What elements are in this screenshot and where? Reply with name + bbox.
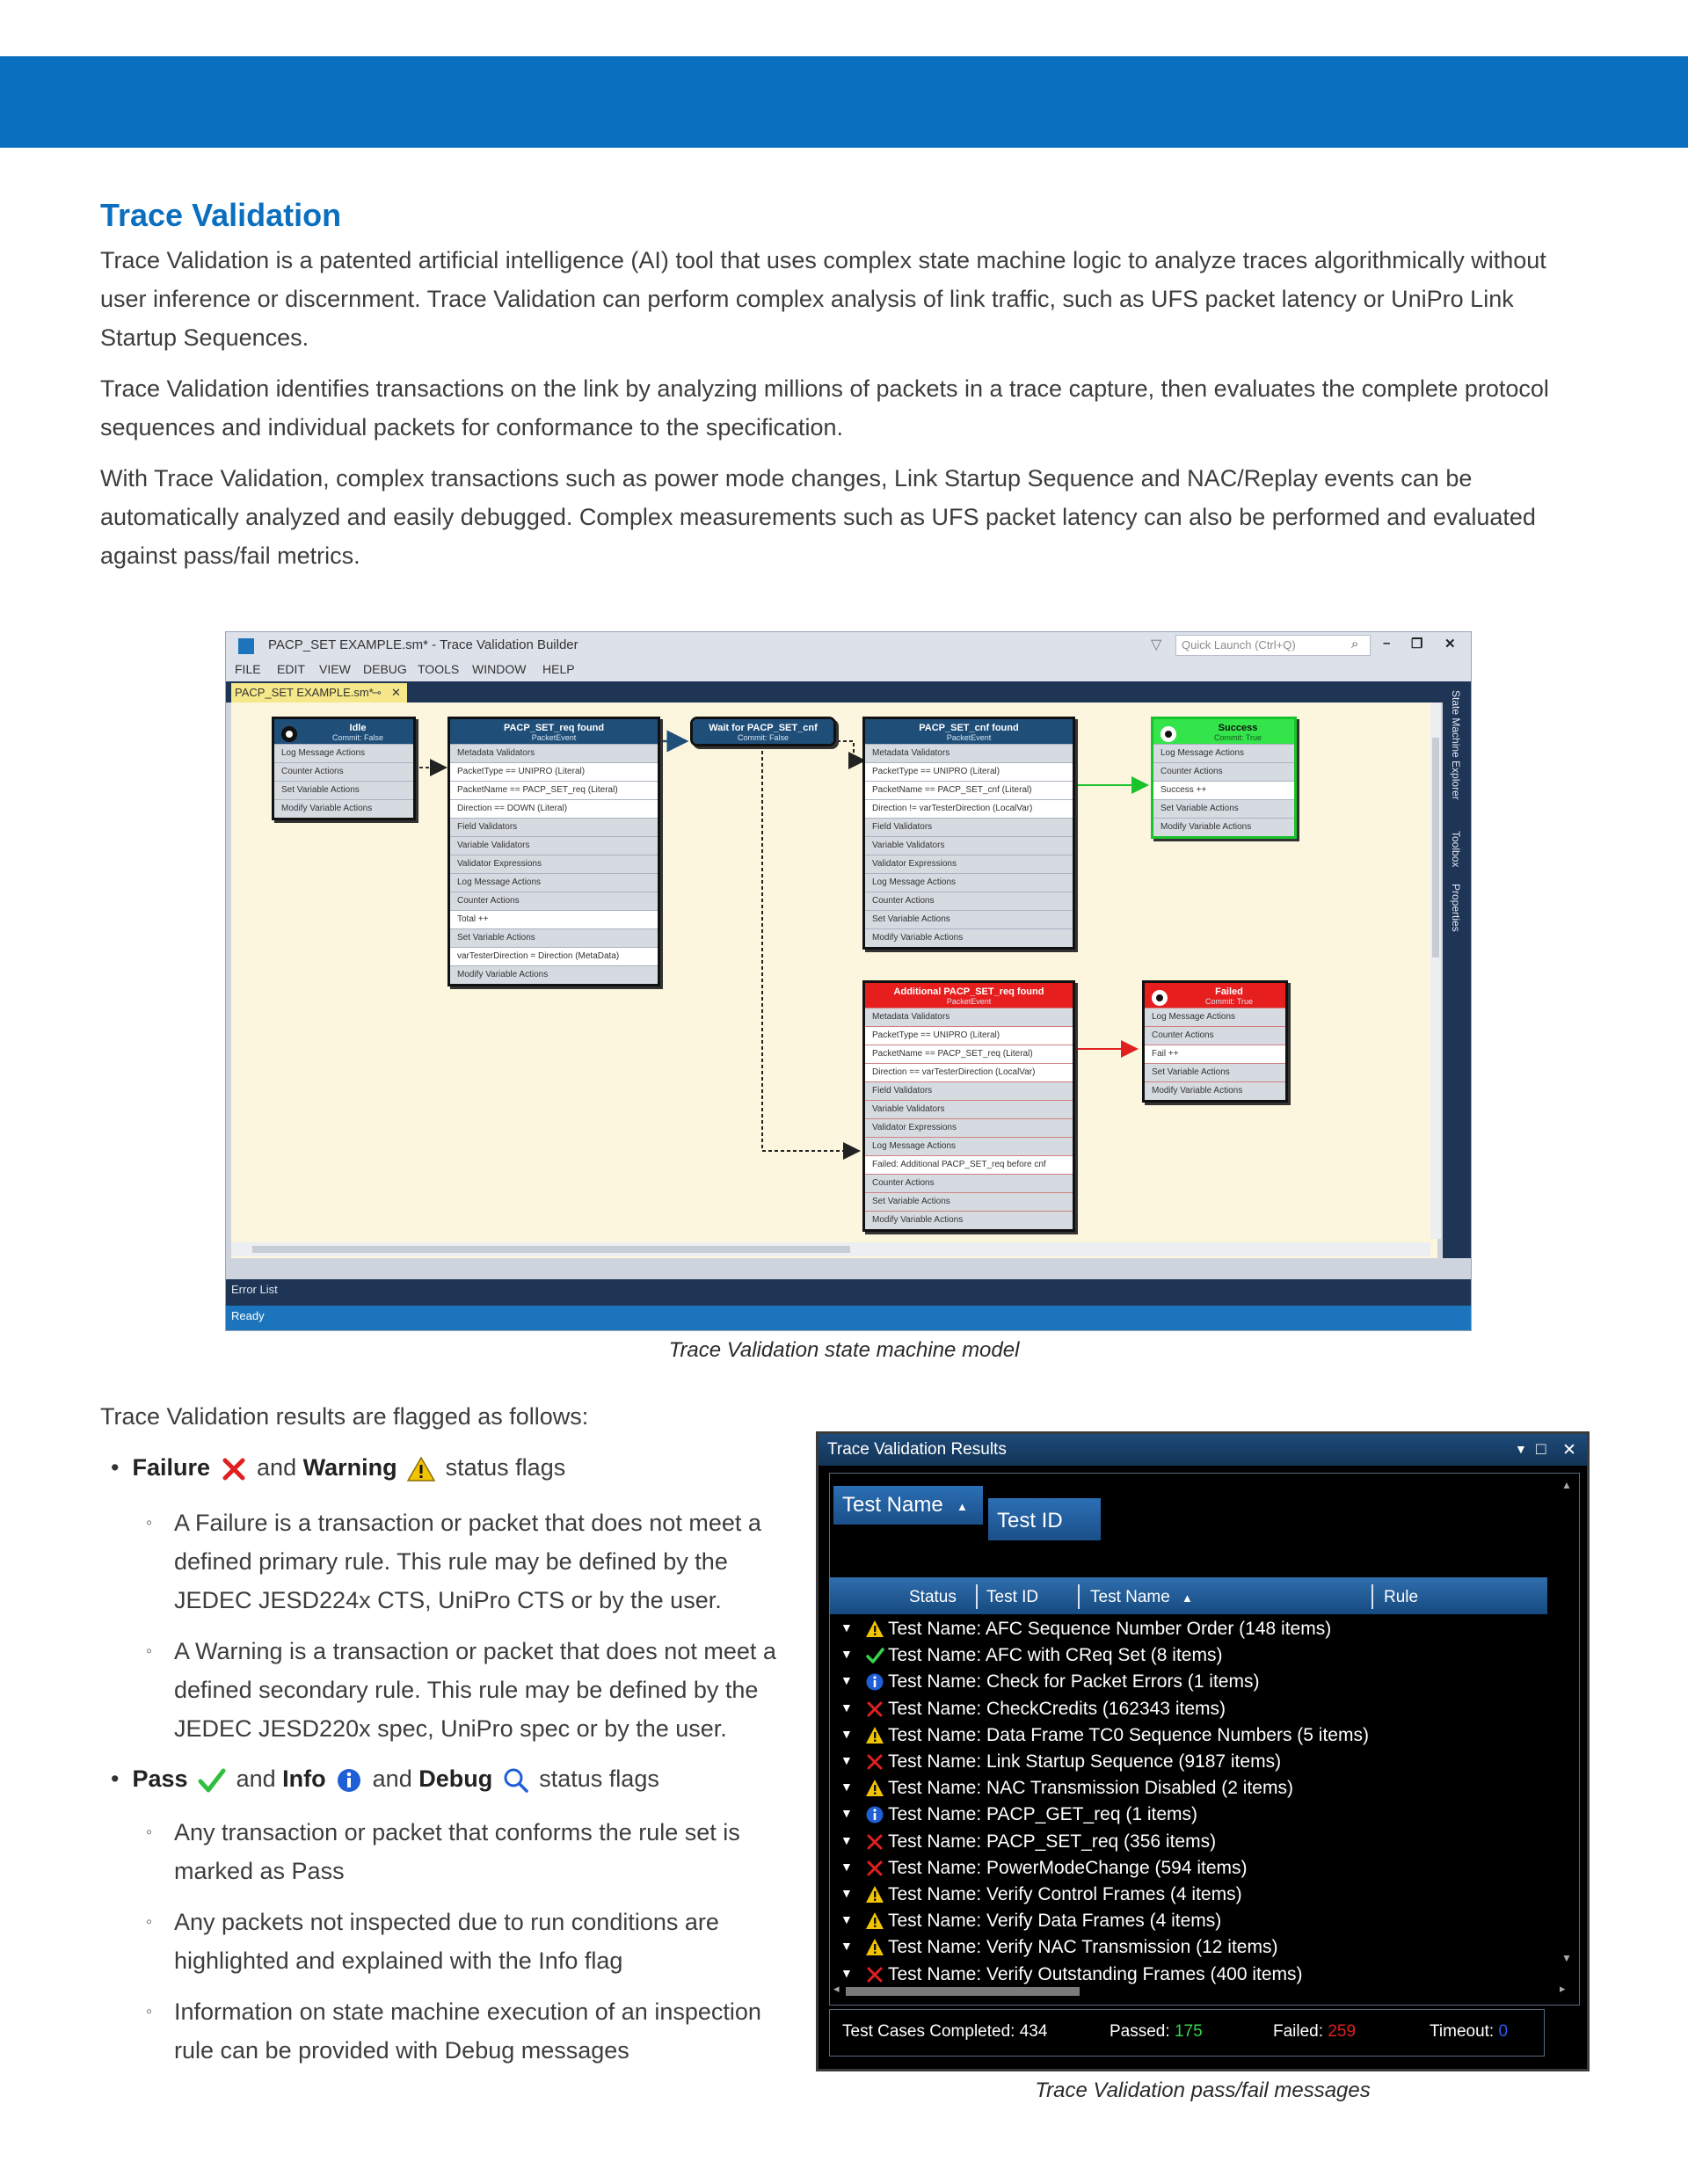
result-row-label: Test Name: PowerModeChange (594 items) [888,1857,1248,1878]
fail-icon [865,1752,884,1772]
sort-asc-icon: ▲ [1182,1591,1193,1605]
pass-icon [198,1767,226,1794]
expand-icon[interactable]: ▼ [840,1673,853,1688]
group-by-test-name[interactable]: Test Name ▲ [833,1486,983,1525]
expand-icon[interactable]: ▼ [840,1939,853,1954]
node-row: Counter Actions [450,892,658,910]
node-row: Validator Expressions [865,855,1073,873]
node-row: Metadata Validators [450,744,658,762]
dropdown-icon[interactable]: ▼ [1515,1442,1527,1456]
menu-help[interactable]: HELP [542,662,575,676]
results-horizontal-scrollbar[interactable]: ◂ ▸ [833,1982,1566,1995]
canvas-horizontal-scrollbar[interactable] [231,1242,1430,1256]
passed-summary: Passed: 175 [1110,2022,1203,2041]
expand-icon[interactable]: ▼ [840,1912,853,1927]
menu-edit[interactable]: EDIT [277,662,305,676]
results-summary-bar [829,2009,1545,2057]
state-machine-canvas[interactable] [231,703,1437,1258]
fail-icon [865,1700,884,1719]
column-test-name[interactable]: Test Name [1090,1588,1170,1606]
node-row: PacketName == PACP_SET_req (Literal) [450,781,658,799]
node-row: Direction == DOWN (Literal) [450,799,658,818]
node-row: Set Variable Actions [1153,799,1294,818]
expand-icon[interactable]: ▼ [840,1806,853,1821]
expand-icon[interactable]: ▼ [840,1753,853,1767]
builder-window-title: PACP_SET EXAMPLE.sm* - Trace Validation Builder [268,637,578,652]
result-row-label: Test Name: Verify NAC Transmission (12 items) [888,1937,1278,1958]
node-row: Log Message Actions [450,873,658,892]
info-icon [865,1805,884,1824]
timeout-summary: Timeout: 0 [1430,2022,1509,2041]
menu-tools[interactable]: TOOLS [418,662,460,676]
node-row: Log Message Actions [865,873,1073,892]
debug-icon [503,1767,529,1794]
info-description: ◦ Any packets not inspected due to run conditions are highlighted and explained with the Info flag [146,1909,719,1974]
results-caption: Trace Validation pass/fail messages [1035,2078,1371,2102]
node-row: Set Variable Actions [1145,1063,1285,1081]
node-row: Variable Validators [865,836,1073,855]
intro-paragraph: Trace Validation is a patented artificial intelligence (AI) tool that uses complex state machine logic to analyze traces algorithmically without user inference or discernment. Trace Validation can perform complex analysis of link traffic, such as UFS packet latency or UniPro Link Startup Sequences. [100,247,1546,351]
node-failed[interactable]: Failed Commit: True Log Message Actions Counter Actions Fail ++ Set Variable Actions Modify Variable Actions [1142,980,1288,1103]
expand-icon[interactable]: ▼ [840,1726,853,1741]
restore-icon[interactable]: ❐ [1411,637,1423,652]
node-row: Fail ++ [1145,1045,1285,1063]
node-row: Success ++ [1153,781,1294,799]
expand-icon[interactable]: ▼ [840,1700,853,1714]
tab-toolbox[interactable]: Toolbox [1450,831,1462,868]
node-row: Modify Variable Actions [450,965,658,984]
node-row: Counter Actions [1145,1026,1285,1045]
end-state-icon [1160,726,1176,742]
builder-titlebar [226,632,1471,659]
node-row: Counter Actions [865,892,1073,910]
pass-info-debug-bullet: • Pass and Info and Debug status flags [111,1765,659,1792]
document-tabbar [226,681,1471,703]
warning-icon [865,1726,884,1745]
node-row: Direction != varTesterDirection (LocalVar) [865,799,1073,818]
result-row-label: Test Name: Verify Outstanding Frames (400 items) [888,1963,1303,1984]
app-icon [238,638,254,654]
end-state-icon [1152,990,1168,1006]
document-tab[interactable]: PACP_SET EXAMPLE.sm* ⊸ ✕ [231,683,407,703]
node-row: Field Validators [865,818,1073,836]
result-row-label: Test Name: CheckCredits (162343 items) [888,1698,1226,1719]
node-row: Set Variable Actions [865,1192,1073,1211]
node-row: Counter Actions [1153,762,1294,781]
failed-summary: Failed: 259 [1273,2022,1357,2041]
node-row: Validator Expressions [450,855,658,873]
results-title: Trace Validation Results [827,1440,1007,1459]
node-row: Log Message Actions [274,744,413,762]
node-wait-cnf[interactable]: Wait for PACP_SET_cnf Commit: False [690,717,836,746]
transactions-paragraph: Trace Validation identifies transactions on the link by analyzing millions of packets in a trace capture, then evaluates the complete protocol sequences and individual packets for conformance to the specification. [100,375,1549,440]
result-row-label: Test Name: Data Frame TC0 Sequence Numbers (5 items) [888,1724,1369,1745]
fail-icon [865,1859,884,1878]
pass-description: ◦ Any transaction or packet that conforms the rule set is marked as Pass [146,1819,740,1884]
node-row: PacketType == UNIPRO (Literal) [865,762,1073,781]
node-row: Log Message Actions [1153,744,1294,762]
node-row: Modify Variable Actions [1145,1081,1285,1100]
result-row-label: Test Name: Link Startup Sequence (9187 items) [888,1751,1282,1772]
quick-launch-input[interactable]: Quick Launch (Ctrl+Q) [1175,635,1371,656]
node-idle[interactable]: Idle Commit: False Log Message Actions Counter Actions Set Variable Actions Modify Variable Actions [272,717,416,820]
node-success[interactable]: Success Commit: True Log Message Actions Counter Actions Success ++ Set Variable Actions Modify Variable Actions [1151,717,1297,839]
node-row: Field Validators [865,1081,1073,1100]
node-row: Modify Variable Actions [1153,818,1294,836]
debug-description: ◦ Information on state machine execution of an inspection rule can be provided with Debug messages [146,1998,761,2064]
expand-icon[interactable]: ▼ [840,1832,853,1847]
expand-icon[interactable]: ▼ [840,1965,853,1980]
result-row-label: Test Name: AFC with CReq Set (8 items) [888,1645,1223,1666]
node-row: Log Message Actions [1145,1008,1285,1026]
builder-caption: Trace Validation state machine model [668,1338,1020,1362]
result-row-label: Test Name: AFC Sequence Number Order (148 items) [888,1619,1332,1639]
result-row-label: Test Name: NAC Transmission Disabled (2 items) [888,1778,1293,1799]
warning-icon [865,1885,884,1904]
column-test-id[interactable]: Test ID [986,1588,1039,1606]
failure-description: ◦ A Failure is a transaction or packet that does not meet a defined primary rule. This rule may be defined by the JEDEC JESD224x CTS, UniPro CTS or by the user. [146,1510,761,1613]
completed-summary: Test Cases Completed: 434 [842,2022,1048,2041]
node-row: Direction == varTesterDirection (LocalVar) [865,1063,1073,1081]
canvas-vertical-scrollbar[interactable] [1430,703,1441,1239]
maximize-icon[interactable]: □ [1536,1440,1546,1459]
results-vertical-scrollbar[interactable]: ▲ ▼ [1561,1479,1572,1964]
node-cnf-found[interactable]: PACP_SET_cnf found PacketEvent Metadata Validators PacketType == UNIPRO (Literal) PacketName == PACP_SET_cnf (Literal) Direction != varTesterDirection (LocalVar) Field Validators Variable Validators Validator Expressions Log Message Actions Counter Actions Set Variable Actions Modify Variable Actions [862,717,1075,950]
result-row-label: Test Name: Check for Packet Errors (1 items) [888,1671,1260,1693]
result-row-label: Test Name: Verify Data Frames (4 items) [888,1911,1222,1932]
menu-file[interactable]: FILE [235,662,261,676]
column-rule[interactable]: Rule [1384,1588,1419,1606]
close-icon[interactable]: ✕ [1444,637,1456,652]
menu-debug[interactable]: DEBUG [363,662,407,676]
menu-bar [226,659,1471,681]
column-status[interactable]: Status [909,1588,957,1606]
tab-properties[interactable]: Properties [1450,884,1462,932]
node-additional-req[interactable]: Additional PACP_SET_req found PacketEvent Metadata Validators PacketType == UNIPRO (Literal) PacketName == PACP_SET_req (Literal) Direction == varTesterDirection (LocalVar) Field Validators Variable Validators Validator Expressions Log Message Actions Failed: Additional PACP_SET_req before cnf Counter Actions Set Variable Actions Modify Variable Actions [862,980,1075,1232]
pin-icon[interactable]: ⊸ [372,686,382,699]
result-row-label: Test Name: PACP_GET_req (1 items) [888,1804,1198,1825]
node-row: Set Variable Actions [865,910,1073,928]
tab-close-icon[interactable]: ✕ [391,686,401,699]
failure-icon [221,1456,247,1482]
flags-intro: Trace Validation results are flagged as follows: [100,1403,589,1430]
node-row: Set Variable Actions [450,928,658,947]
results-grid [829,1473,1580,2006]
expand-icon[interactable]: ▼ [840,1859,853,1874]
warning-icon [407,1456,435,1482]
builder-window [225,631,1472,1331]
node-row: Counter Actions [274,762,413,781]
section-title: Trace Validation [100,197,342,233]
result-row-label: Test Name: Verify Control Frames (4 items) [888,1884,1242,1904]
results-titlebar [819,1434,1587,1466]
warning-icon [865,1620,884,1639]
failure-warning-bullet: • Failure and Warning status flags [111,1454,566,1481]
node-row: Modify Variable Actions [274,799,413,818]
warning-icon [865,1938,884,1957]
node-row: Counter Actions [865,1174,1073,1192]
node-row: Validator Expressions [865,1118,1073,1137]
node-row: Metadata Validators [865,744,1073,762]
node-row: Field Validators [450,818,658,836]
warning-icon [865,1779,884,1798]
error-list-panel[interactable]: Error List [226,1279,1471,1307]
result-row-label: Test Name: PACP_SET_req (356 items) [888,1831,1217,1852]
node-row: PacketType == UNIPRO (Literal) [450,762,658,781]
node-row: Modify Variable Actions [865,928,1073,947]
expand-icon[interactable]: ▼ [840,1620,853,1634]
status-bar: Ready [226,1306,1471,1330]
node-row: Variable Validators [865,1100,1073,1118]
node-row: Set Variable Actions [274,781,413,799]
filter-icon[interactable]: ▽ [1151,637,1162,652]
node-row: Modify Variable Actions [865,1211,1073,1229]
minimize-icon[interactable]: – [1383,636,1391,651]
info-icon [865,1672,884,1692]
node-row: PacketName == PACP_SET_cnf (Literal) [865,781,1073,799]
menu-view[interactable]: VIEW [319,662,351,676]
node-row: Metadata Validators [865,1008,1073,1026]
node-row: Variable Validators [450,836,658,855]
results-panel [816,1431,1590,2071]
expand-icon[interactable]: ▼ [840,1647,853,1662]
node-row: varTesterDirection = Direction (MetaData) [450,947,658,965]
warning-description: ◦ A Warning is a transaction or packet that does not meet a defined secondary rule. This rule may be defined by the JEDEC JESD220x spec, UniPro spec or by the user. [146,1638,776,1742]
start-state-icon [281,726,297,742]
node-row: PacketName == PACP_SET_req (Literal) [865,1045,1073,1063]
node-row: Total ++ [450,910,658,928]
side-panel-tabs [1443,681,1471,1258]
fail-icon [865,1832,884,1852]
warning-icon [865,1911,884,1931]
node-row: PacketType == UNIPRO (Literal) [865,1026,1073,1045]
info-icon [336,1767,362,1794]
close-icon[interactable]: ✕ [1562,1441,1576,1460]
expand-icon[interactable]: ▼ [840,1886,853,1900]
tab-state-machine-explorer[interactable]: State Machine Explorer [1450,690,1462,800]
menu-window[interactable]: WINDOW [472,662,527,676]
node-row: Failed: Additional PACP_SET_req before cnf [865,1155,1073,1174]
search-icon[interactable]: ⌕ [1351,637,1359,652]
node-req-found[interactable]: PACP_SET_req found PacketEvent Metadata Validators PacketType == UNIPRO (Literal) PacketName == PACP_SET_req (Literal) Direction == DOWN (Literal) Field Validators Variable Validators Validator Expressions Log Message Actions Counter Actions Total ++ Set Variable Actions varTesterDirection = Direction (MetaData) Modify Variable Actions [447,717,660,986]
debug-paragraph: With Trace Validation, complex transactions such as power mode changes, Link Startup Sequence and NAC/Replay events can be automatically analyzed and easily debugged. Complex measurements such as UFS packet latency can also be performed and evaluated against pass/fail metrics. [100,465,1536,569]
group-by-test-id[interactable]: Test ID [988,1498,1101,1540]
column-header-row [830,1577,1547,1614]
node-row: Log Message Actions [865,1137,1073,1155]
header-banner [0,56,1688,148]
expand-icon[interactable]: ▼ [840,1780,853,1795]
pass-icon [865,1646,884,1665]
